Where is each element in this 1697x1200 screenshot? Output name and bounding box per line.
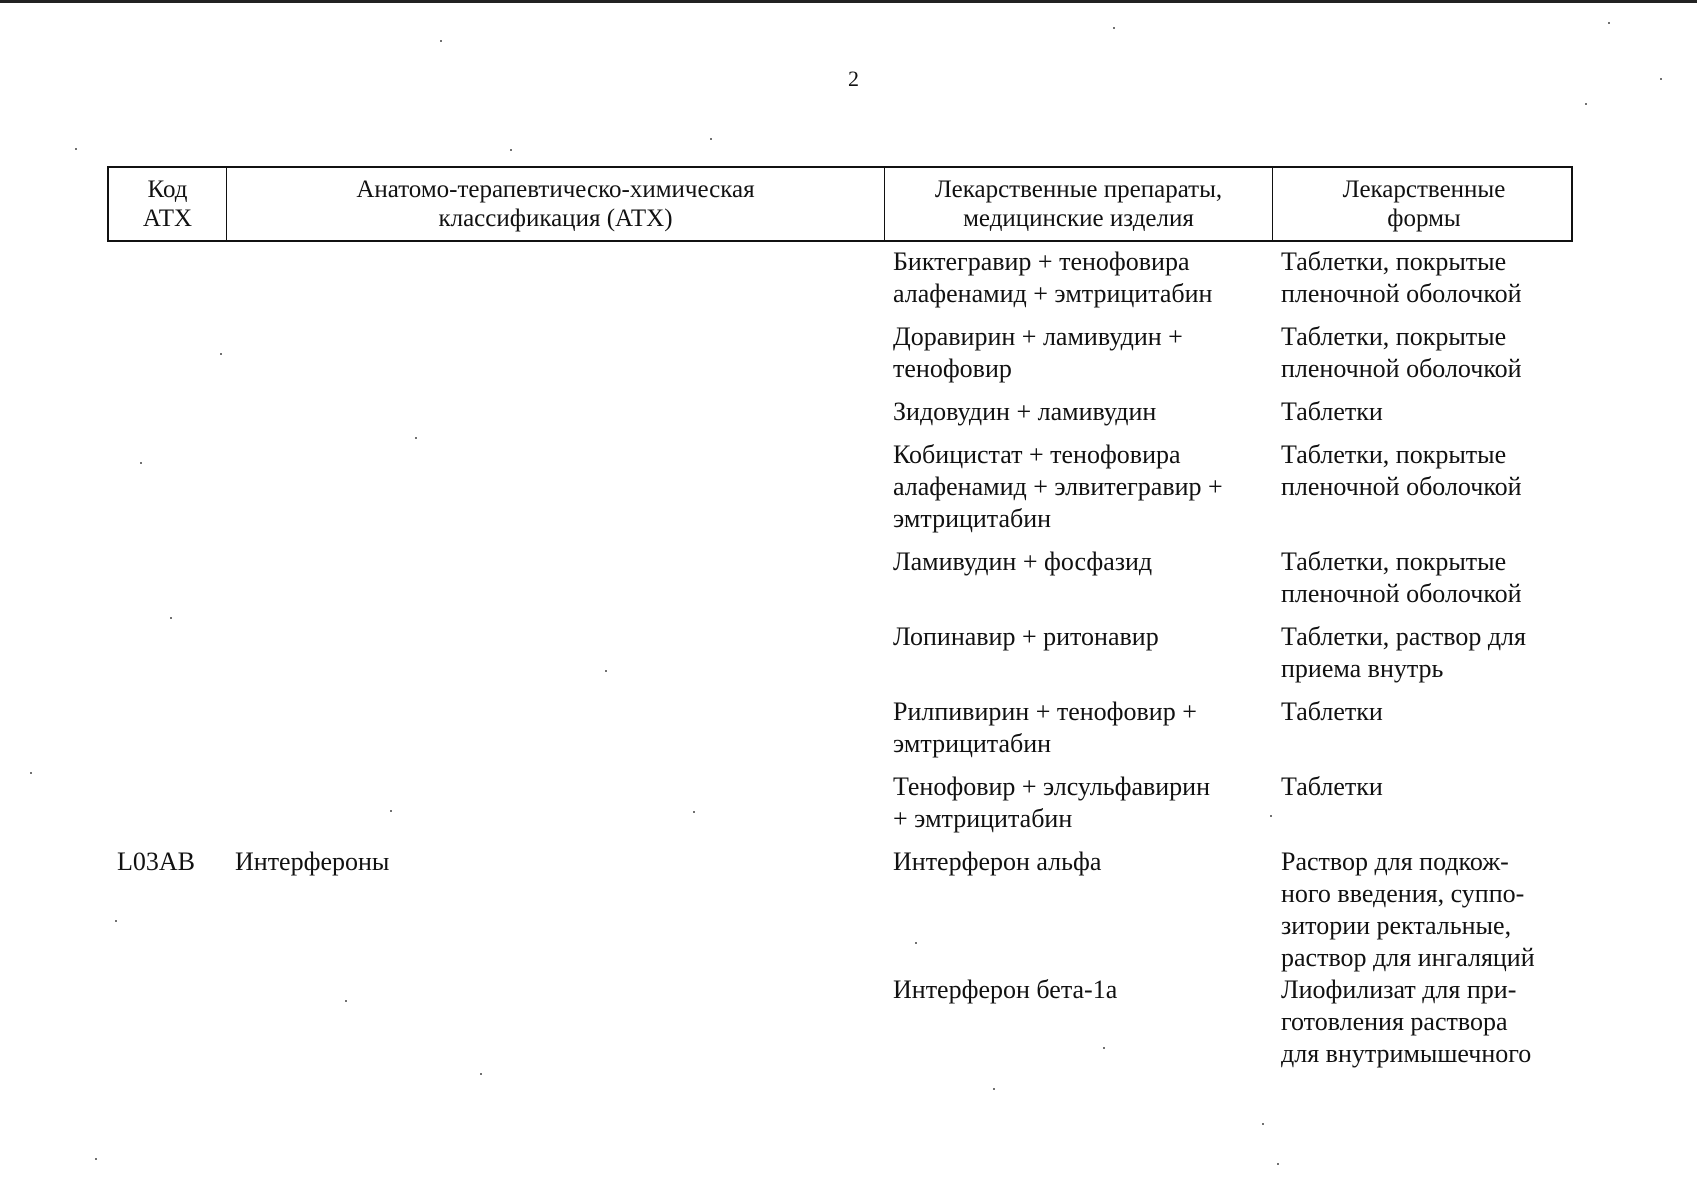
scan-speck: [170, 617, 172, 619]
table-header-row: [107, 166, 1573, 242]
cell-form: Таблетки, покрытые пленочной оболочкой: [1281, 440, 1522, 501]
cell-code: [107, 321, 225, 385]
cell-drug: Интерферон альфа: [893, 847, 1102, 876]
header-atc-classification: Анатомо-терапевтическо-химическая классификация (АТХ): [227, 168, 885, 240]
scan-speck: [693, 811, 695, 813]
scan-speck: [1585, 103, 1587, 105]
table-row: [107, 396, 1573, 439]
cell-code: [107, 546, 225, 610]
cell-class: [225, 321, 883, 385]
scan-speck: [345, 1000, 347, 1002]
table-row: [107, 846, 1573, 974]
table-row: [107, 771, 1573, 846]
cell-code: [107, 696, 225, 760]
scan-speck: [510, 149, 512, 151]
cell-form: Таблетки: [1281, 772, 1383, 801]
header-drugs: Лекарственные препараты, медицинские изделия: [885, 168, 1273, 240]
cell-drug: Интерферон бета-1а: [893, 975, 1118, 1004]
scan-speck: [1103, 1047, 1105, 1049]
cell-class: [225, 246, 883, 310]
scan-speck: [1660, 78, 1662, 80]
cell-code: [107, 439, 225, 535]
scan-speck: [993, 1088, 995, 1090]
cell-form: Раствор для подкож- ного введения, суппо- зитории ректальные, раствор для ингаляций: [1281, 847, 1535, 972]
scan-speck: [710, 138, 712, 140]
cell-drug: Зидовудин + ламивудин: [893, 397, 1157, 426]
page-number: 2: [848, 66, 859, 91]
table-row: [107, 974, 1573, 1070]
scan-speck: [75, 148, 77, 150]
cell-form: Лиофилизат для при- готовления раствора для внутримышечного: [1281, 975, 1532, 1068]
scan-speck: [1270, 815, 1272, 817]
table-row: [107, 621, 1573, 696]
header-dosage-forms: Лекарственные формы: [1342, 176, 1506, 232]
scan-speck: [1113, 27, 1115, 29]
scan-speck: [1608, 22, 1610, 24]
header-atc-code: Код АТХ: [109, 168, 227, 240]
table-row: [107, 242, 1573, 321]
cell-form: Таблетки, покрытые пленочной оболочкой: [1281, 247, 1522, 308]
scan-speck: [415, 437, 417, 439]
cell-drug: Рилпивирин + тенофовир + эмтрицитабин: [893, 697, 1197, 758]
table-row: [107, 546, 1573, 621]
cell-code: [107, 621, 225, 685]
cell-form: Таблетки, покрытые пленочной оболочкой: [1281, 322, 1522, 383]
cell-form: Таблетки: [1281, 397, 1383, 426]
cell-drug: Лопинавир + ритонавир: [893, 622, 1159, 651]
cell-form: Таблетки: [1281, 697, 1383, 726]
page-top-border: [0, 0, 1697, 3]
scan-speck: [220, 353, 222, 355]
cell-code: [107, 771, 225, 835]
scan-speck: [115, 920, 117, 922]
cell-code: [107, 246, 225, 310]
scan-speck: [1262, 1123, 1264, 1125]
cell-drug: Ламивудин + фосфазид: [893, 547, 1153, 576]
cell-code: L03AB: [117, 847, 195, 876]
cell-class: [225, 439, 883, 535]
cell-class: [225, 696, 883, 760]
table-row: [107, 321, 1573, 396]
table-row: [107, 696, 1573, 771]
cell-class: [225, 621, 883, 685]
scan-speck: [1277, 1163, 1279, 1165]
cell-drug: Биктегравир + тенофовира алафенамид + эмтрицитабин: [893, 247, 1213, 308]
drug-table: [107, 166, 1573, 1070]
cell-class: Интерфероны: [235, 847, 390, 876]
cell-class: [225, 396, 883, 428]
cell-drug: Кобицистат + тенофовира алафенамид + элвитегравир + эмтрицитабин: [893, 440, 1223, 533]
cell-class: [225, 974, 883, 1070]
scan-speck: [605, 670, 607, 672]
cell-drug: Доравирин + ламивудин + тенофовир: [893, 322, 1183, 383]
scan-speck: [480, 1073, 482, 1075]
scan-speck: [95, 1158, 97, 1160]
scan-speck: [30, 772, 32, 774]
scan-speck: [915, 942, 917, 944]
cell-form: Таблетки, покрытые пленочной оболочкой: [1281, 547, 1522, 608]
cell-class: [225, 546, 883, 610]
scan-speck: [390, 810, 392, 812]
cell-code: [107, 974, 225, 1070]
cell-code: [107, 396, 225, 428]
cell-form: Таблетки, раствор для приема внутрь: [1281, 622, 1526, 683]
scan-speck: [140, 462, 142, 464]
cell-drug: Тенофовир + элсульфавирин + эмтрицитабин: [893, 772, 1211, 833]
table-row: [107, 439, 1573, 546]
scan-speck: [440, 40, 442, 42]
cell-class: [225, 771, 883, 835]
